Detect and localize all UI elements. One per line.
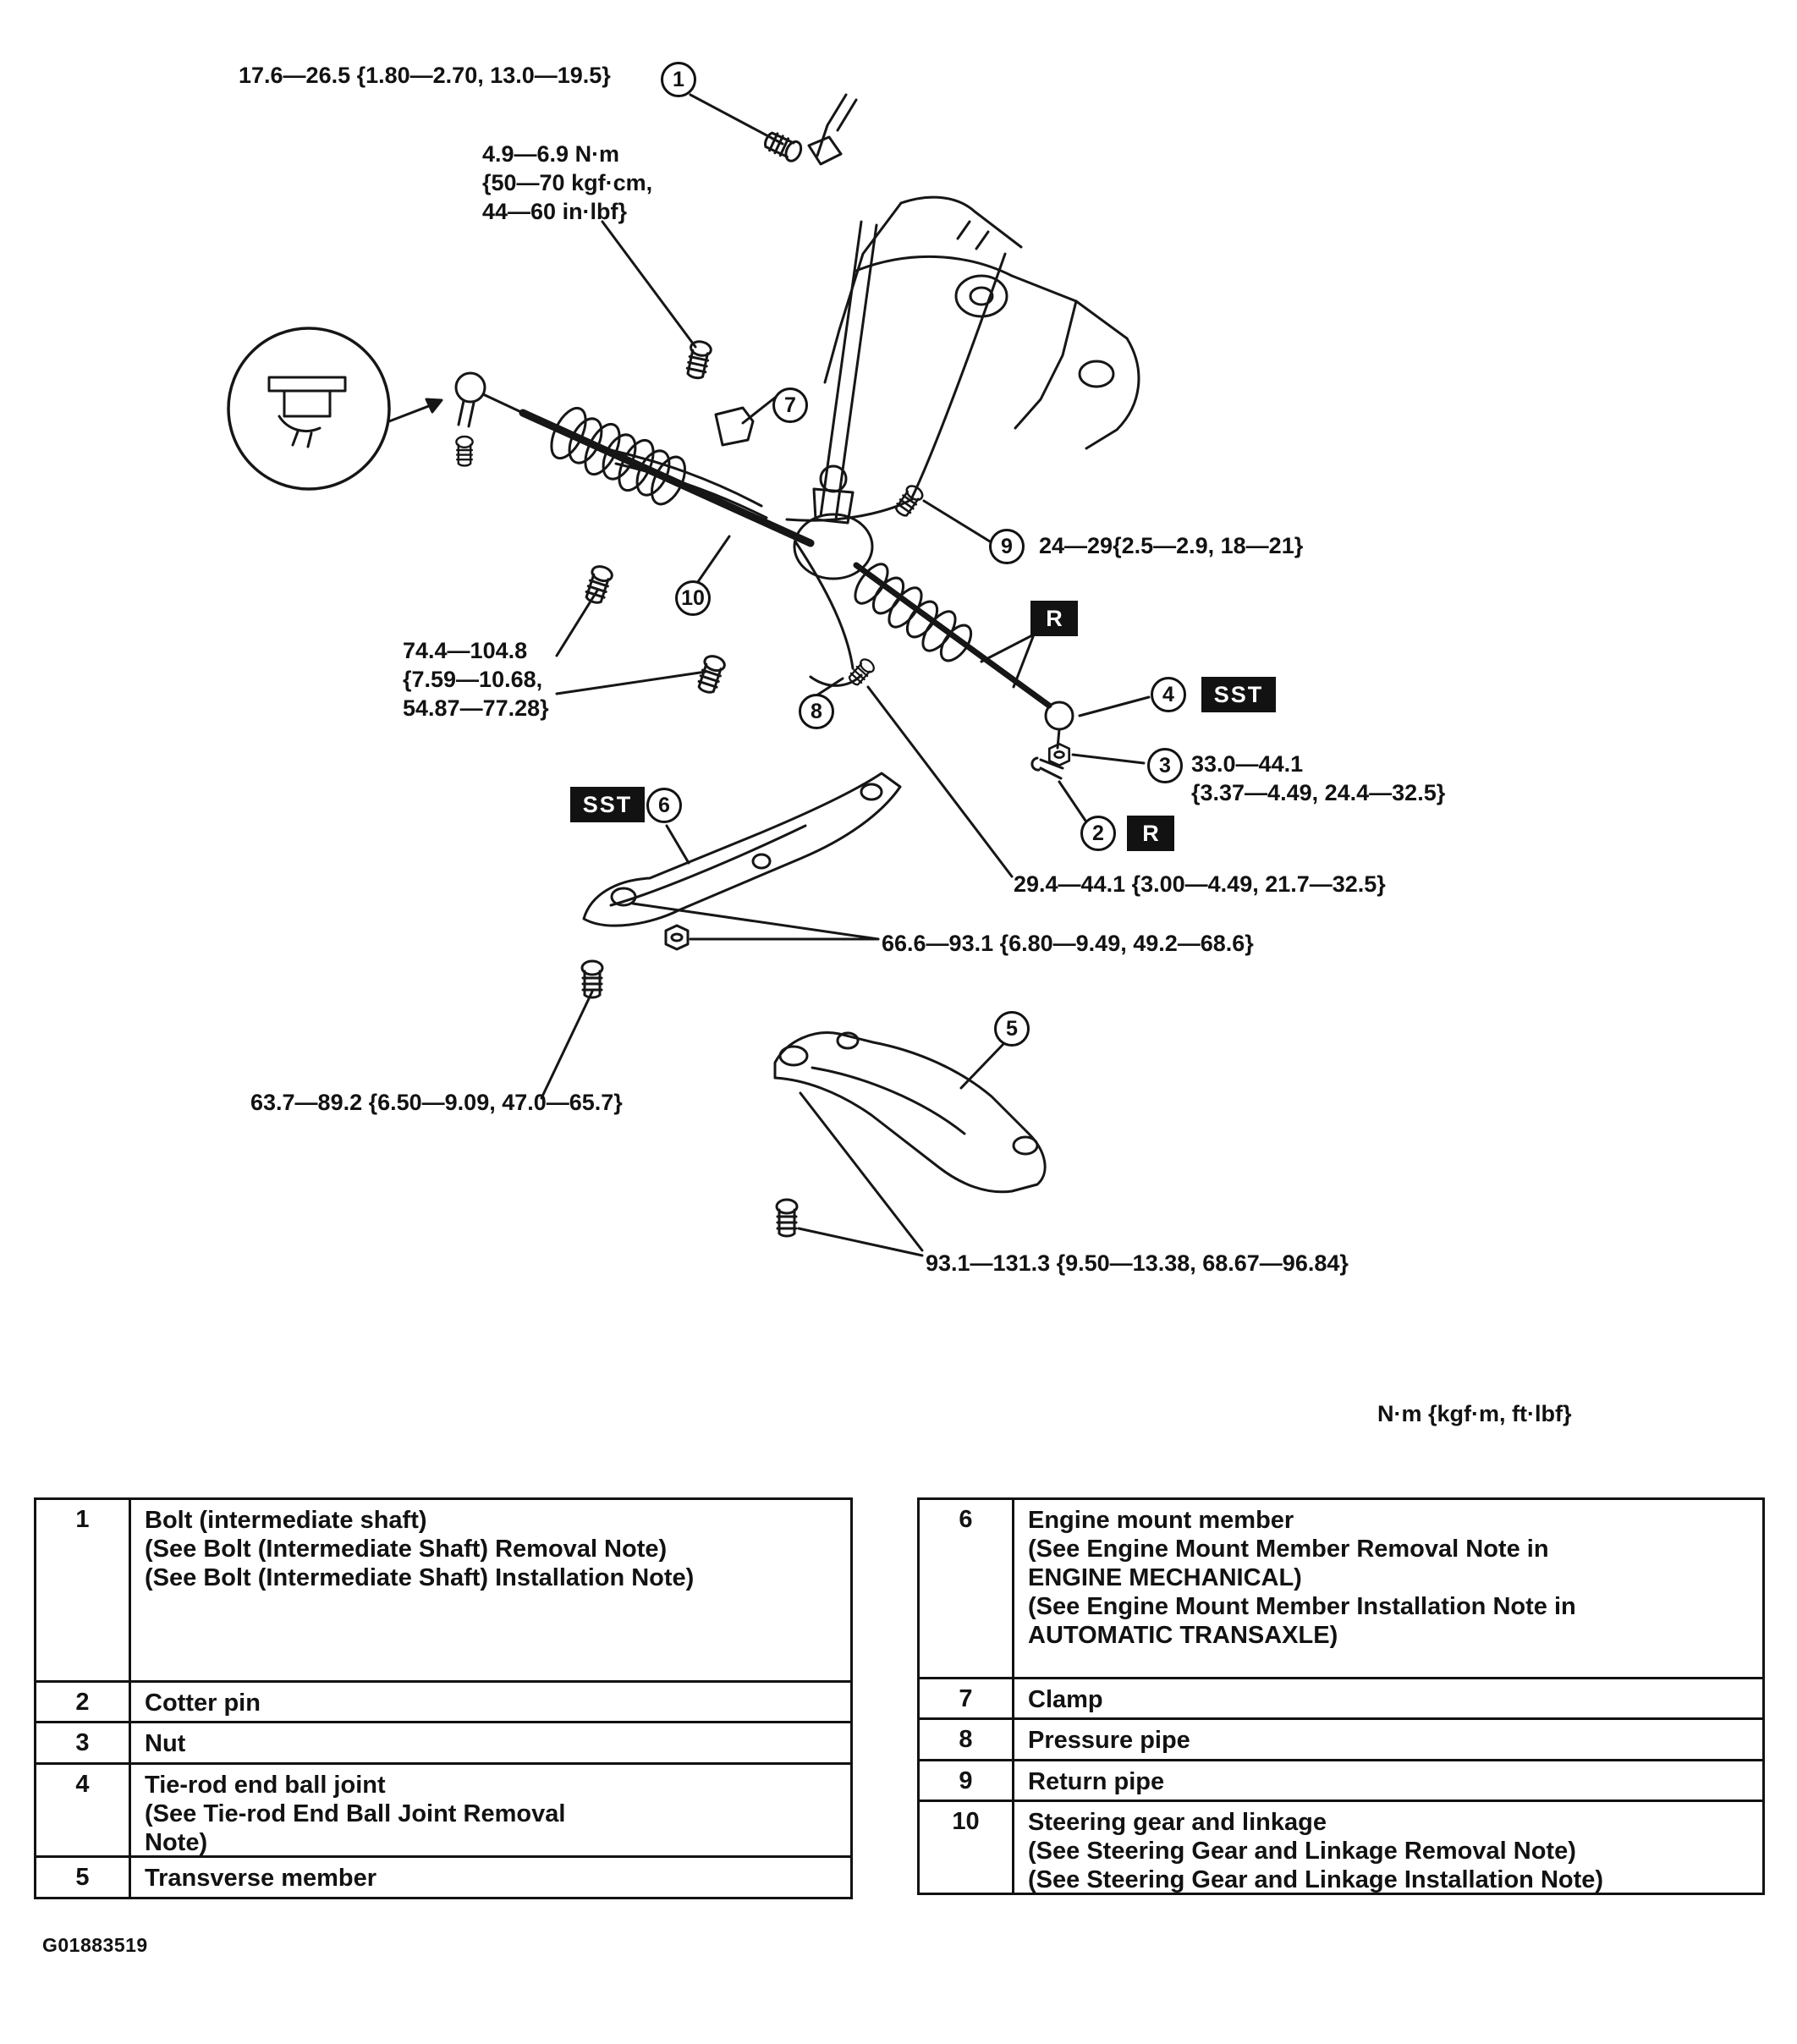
torque-line: {7.59—10.68, [403,667,543,692]
callout-2: 2 [1080,816,1116,851]
legend-row-3 [36,1721,850,1762]
callout-5: 5 [994,1011,1030,1047]
legend-item-number: 6 [920,1500,1014,1677]
valve-housing [794,514,872,579]
legend-line: Note) [145,1829,208,1856]
bolt-icon [583,564,613,605]
callout-8: 8 [799,694,834,729]
legend-row-9 [920,1759,1762,1799]
torque-label-return-pipe: 24—29{2.5—2.9, 18—21} [1039,533,1304,558]
torque-label-mount-member-nut: 66.6—93.1 {6.80—9.49, 49.2—68.6} [882,931,1254,956]
legend-line: Transverse member [145,1865,377,1892]
legend-line: Bolt (intermediate shaft) [145,1507,427,1534]
nut-icon [1049,744,1069,765]
legend-line: Engine mount member [1028,1507,1294,1534]
clamp-part [716,408,753,445]
legend-line: (See Engine Mount Member Installation Note in [1028,1593,1576,1620]
legend-line: (See Steering Gear and Linkage Installation Note) [1028,1866,1604,1893]
bolt-icon [777,1200,797,1236]
torque-label-gear-mounting [403,636,549,723]
legend-row-7 [920,1677,1762,1717]
inset-arrow [389,404,433,421]
legend-row-10 [920,1799,1762,1893]
callout-6: 6 [646,788,682,823]
tie-rod-end-left [456,373,485,402]
legend-item-number: 8 [920,1720,1014,1759]
legend-row-4 [36,1762,850,1855]
callout-7: 7 [772,387,808,423]
inset-detail [228,328,442,489]
torque-label-pressure-pipe: 29.4—44.1 {3.00—4.49, 21.7—32.5} [1014,871,1386,897]
legend-item-number: 9 [920,1761,1014,1799]
legend-line: (See Engine Mount Member Removal Note in [1028,1536,1549,1563]
torque-label-clamp-bolt [482,140,652,226]
legend-line: Cotter pin [145,1690,261,1717]
legend-item-text [131,1765,850,1855]
legend-row-6 [920,1500,1762,1677]
legend-line: (See Steering Gear and Linkage Removal Note) [1028,1838,1576,1865]
r-badge: R [1030,601,1078,636]
bolt-icon [456,437,472,465]
r-badge: R [1127,816,1174,851]
legend-item-number: 3 [36,1723,131,1762]
figure-id: G01883519 [42,1934,148,1956]
legend-line: Nut [145,1730,186,1757]
units-note: N·m {kgf·m, ft·lbf} [1377,1401,1572,1426]
legend-row-5 [36,1855,850,1897]
legend-row-8 [920,1717,1762,1759]
callout-3: 3 [1147,748,1183,783]
legend-item-text [1014,1720,1762,1759]
legend-item-text [131,1723,850,1762]
legend-item-number: 1 [36,1500,131,1680]
callout-1: 1 [661,62,696,97]
legend-line: (See Tie-rod End Ball Joint Removal [145,1800,566,1827]
tie-rod-end-right [1046,702,1073,729]
torque-label-transverse-member-bolt: 93.1—131.3 {9.50—13.38, 68.67—96.84} [926,1250,1349,1276]
legend-item-number: 10 [920,1802,1014,1893]
torque-line: {3.37—4.49, 24.4—32.5} [1191,780,1446,805]
legend-line: ENGINE MECHANICAL) [1028,1564,1302,1591]
legend-item-text [1014,1679,1762,1717]
nut-icon [666,926,688,949]
bolt-icon [893,483,926,519]
torque-label-tie-rod-nut [1191,750,1445,807]
pressure-pipe-part [795,541,853,668]
legend-line: Clamp [1028,1686,1103,1713]
bolt-icon [695,654,726,695]
torque-line: 74.4—104.8 [403,638,528,663]
torque-label-intermediate-shaft-bolt: 17.6—26.5 {1.80—2.70, 13.0—19.5} [239,63,611,88]
legend-table-left [34,1497,853,1899]
callout-10: 10 [675,580,711,616]
rack-tube-right [856,565,1049,706]
callout-9: 9 [989,529,1025,564]
legend-line: Return pipe [1028,1768,1165,1795]
torque-line: 4.9—6.9 N·m [482,141,620,167]
intermediate-shaft [809,95,877,519]
legend-item-number: 4 [36,1765,131,1855]
legend-line: (See Bolt (Intermediate Shaft) Removal Note) [145,1536,668,1563]
legend-table-right [917,1497,1765,1895]
sst-badge: SST [1201,677,1276,712]
bolt-icon [684,340,712,380]
legend-item-number: 7 [920,1679,1014,1717]
legend-item-text [131,1500,850,1680]
torque-line: 33.0—44.1 [1191,751,1304,777]
legend-line: Tie-rod end ball joint [145,1772,386,1799]
legend-item-text [1014,1802,1762,1893]
legend-item-text [1014,1500,1762,1677]
legend-row-1 [36,1500,850,1680]
sst-badge: SST [570,787,645,822]
torque-line: 44—60 in·lbf} [482,199,628,224]
cotter-pin-part [1032,758,1063,778]
callout-4: 4 [1151,677,1186,712]
torque-line: {50—70 kgf·cm, [482,170,653,195]
legend-line: (See Bolt (Intermediate Shaft) Installation Note) [145,1564,695,1591]
legend-item-number: 2 [36,1683,131,1721]
torque-label-mount-member-bolt: 63.7—89.2 {6.50—9.09, 47.0—65.7} [250,1090,623,1115]
legend-row-2 [36,1680,850,1721]
leader-lines [541,95,1149,1256]
torque-line: 54.87—77.28} [403,695,549,721]
legend-item-text [131,1858,850,1897]
legend-item-number: 5 [36,1858,131,1897]
legend-line: AUTOMATIC TRANSAXLE) [1028,1622,1338,1649]
legend-item-text [1014,1761,1762,1799]
legend-line: Steering gear and linkage [1028,1809,1327,1836]
legend-line: Pressure pipe [1028,1727,1190,1754]
bolt-icon [762,129,804,163]
legend-item-text [131,1683,850,1721]
